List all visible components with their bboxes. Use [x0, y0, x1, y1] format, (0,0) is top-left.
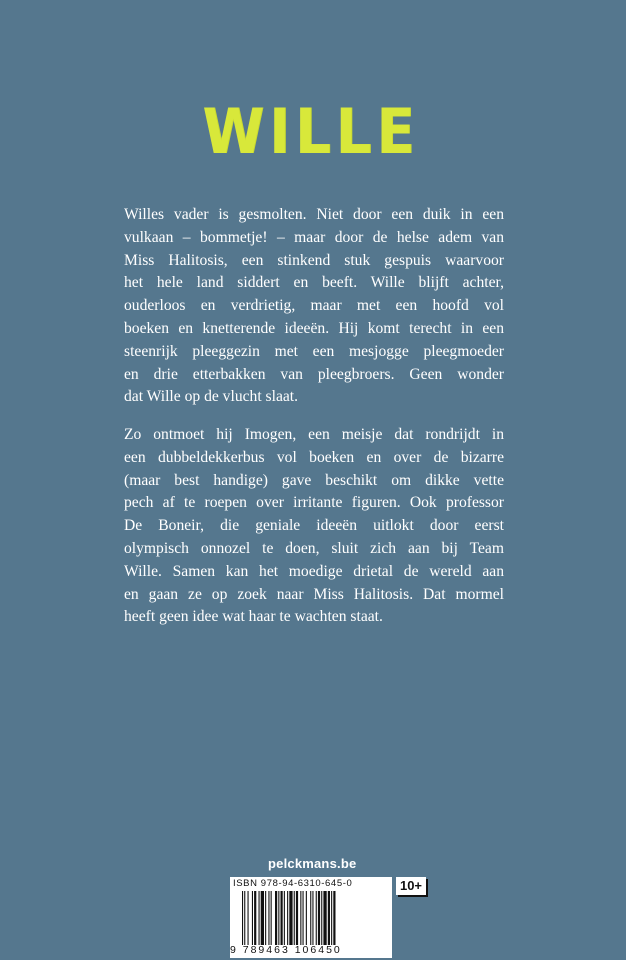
blurb-line: pech af te roepen over irritante figuren. Ook professor — [124, 494, 504, 512]
barcode-number: 9 789463 106450 — [230, 944, 342, 956]
blurb-line: Zo ontmoet hij Imogen, een meisje dat rondrijdt in — [124, 426, 504, 443]
blurb-line: dat Wille op de vlucht slaat. — [124, 388, 299, 406]
blurb-line: Miss Halitosis, een stinkend stuk gespuis waarvoor — [124, 251, 504, 269]
blurb-line: De Boneir, die geniale ideeën uitlokt door eerst — [124, 517, 504, 535]
blurb-line: een dubbeldekkerbus vol boeken en over de bizarre — [124, 448, 504, 466]
blurb-line: ouderloos en verdrietig, maar met een hoofd vol — [124, 297, 504, 315]
age-rating-badge: 10+ — [396, 877, 426, 895]
blurb-line: en drie etterbakken van pleegbroers. Geen wonder — [124, 365, 504, 383]
blurb-line: Willes vader is gesmolten. Niet door een duik in een — [124, 206, 504, 223]
blurb-line: steenrijk pleeggezin met een mesjogge pleegmoeder — [124, 342, 504, 360]
blurb-line: en gaan ze op zoek naar Miss Halitosis. Dat mormel — [124, 585, 504, 603]
blurb-paragraph-1 — [124, 204, 504, 409]
isbn-label: ISBN 978-94-6310-645-0 — [233, 878, 353, 889]
blurb-paragraph-2 — [124, 424, 504, 629]
blurb-line: vulkaan – bommetje! – maar door de helse adem van — [124, 228, 504, 246]
blurb-line: heeft geen idee wat haar te wachten staat. — [124, 608, 383, 626]
blurb-line: olympisch onnozel te doen, sluit zich aan bij Team — [124, 539, 504, 557]
blurb-line: het hele land siddert en beeft. Wille blijft achter, — [124, 274, 504, 292]
blurb-line: Wille. Samen kan het moedige drietal de wereld aan — [124, 562, 504, 580]
blurb-line: (maar best handige) gave beschikt om dikke vette — [124, 471, 504, 489]
publisher-url: pelckmans.be — [268, 856, 357, 871]
blurb-line: boeken en knetterende ideeën. Hij komt terecht in een — [124, 319, 504, 337]
barcode-panel — [230, 877, 392, 958]
barcode-image — [242, 891, 382, 945]
book-title: WILLE — [202, 96, 420, 169]
